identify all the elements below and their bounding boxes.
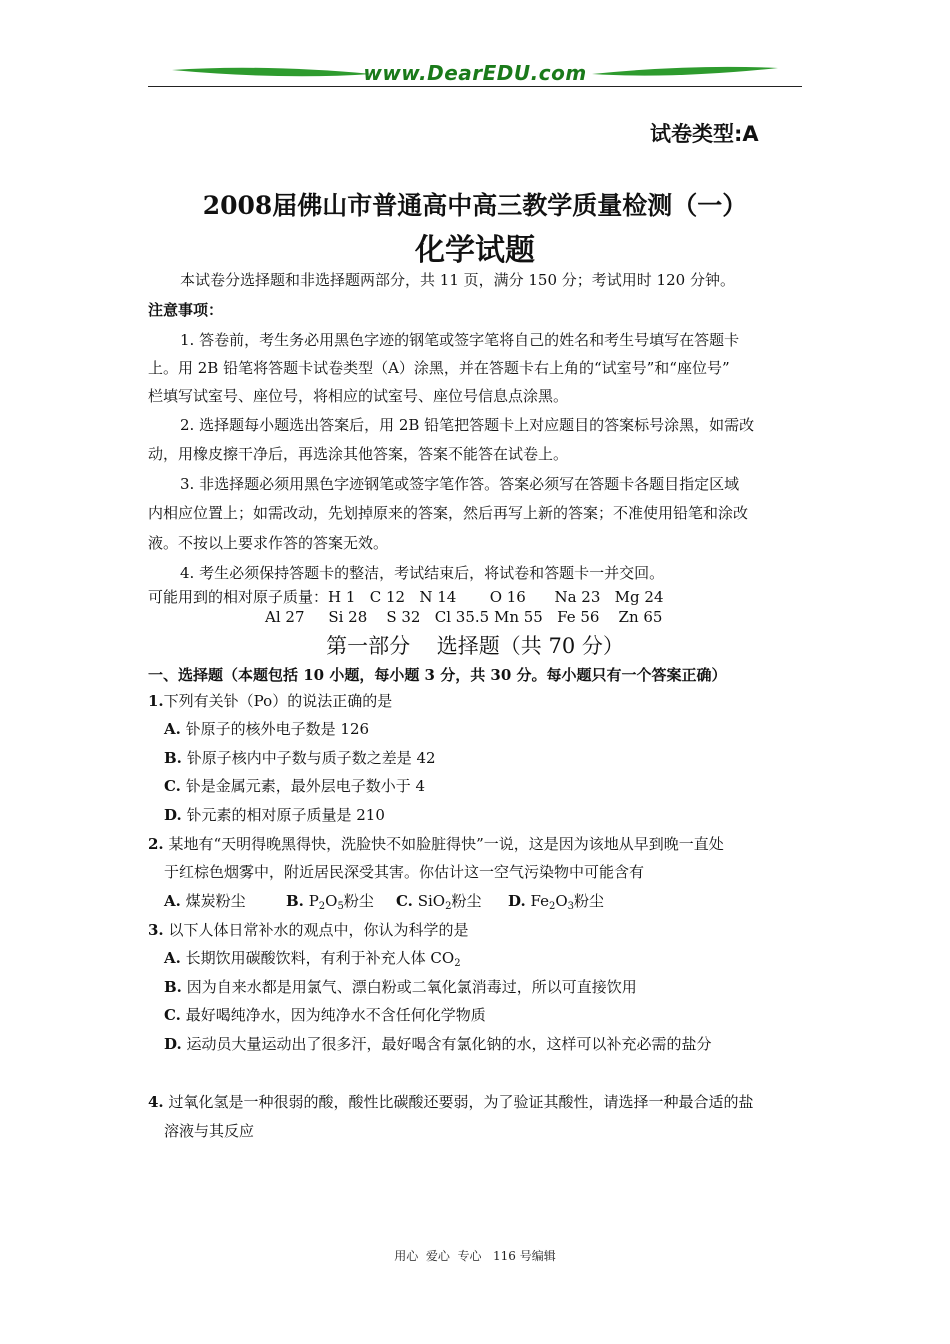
option-text: 钋是金属元素，最外层电子数小于 4 [185,777,426,795]
option-b [286,890,374,911]
notice-line: 动，用橡皮擦干净后，再选涂其他答案，答案不能答在试卷上。 [148,445,569,463]
atomic-masses-line2: Al 27 Si 28 S 32 Cl 35.5 Mn 55 Fe 56 Zn 65 [265,608,663,626]
notice-line: 栏填写试室号、座位号，将相应的试室号、座位号信息点涂黑。 [148,387,569,405]
option-c [164,1004,486,1025]
option-label: A. [164,949,181,967]
option-label: C. [164,777,181,795]
option-b [164,747,436,768]
option-label: A. [164,892,181,910]
notice-line: 内相应位置上；如需改动，先划掉原来的答案，然后再写上新的答案；不准使用铅笔和涂改 [148,504,749,522]
option-label: C. [164,1006,181,1024]
question-number: 2. [148,835,164,853]
option-label: A. [164,720,181,738]
option-text: 钋原子核内中子数与质子数之差是 42 [186,749,436,767]
option-text: 长期饮用碳酸饮料，有利于补充人体 $CO_2$ [185,949,461,969]
question-stem: 以下人体日常补水的观点中，你认为科学的是 [168,921,469,939]
notice-line: 上。用 2B 铅笔将答题卡试卷类型（A）涂黑，并在答题卡右上角的“试室号”和“座位号” [148,359,730,377]
option-label: B. [164,978,182,996]
question-stem-continued: 于红棕色烟雾中，附近居民深受其害。你估计这一空气污染物中可能含有 [164,863,645,881]
option-text: 钋原子的核外电子数是 126 [185,720,370,738]
option-text: 煤炭粉尘 [185,892,246,910]
page-footer: 用心 爱心 专心 116 号编辑 [394,1249,556,1263]
notice-line: 2. 选择题每小题选出答案后，用 2B 铅笔把答题卡上对应题目的答案标号涂黑，如需改 [180,416,755,434]
option-d [508,890,604,911]
site-logo-text: www.DearEDU.com [363,61,587,85]
notice-line: 4. 考生必须保持答题卡的整洁，考试结束后，将试卷和答题卡一并交回。 [180,564,665,582]
option-label: D. [164,1035,182,1053]
option-d [164,1033,712,1054]
question-stem: 过氧化氢是一种很弱的酸，酸性比碳酸还要弱，为了验证其酸性，请选择一种最合适的盐 [168,1093,754,1111]
part-title: 第一部分 选择题（共 70 分） [326,634,624,658]
option-text: 最好喝纯净水，因为纯净水不含任何化学物质 [185,1006,486,1024]
question-number: 1. [148,692,164,710]
notice-heading: 注意事项： [148,301,224,319]
paper-type: 试卷类型:A [650,122,759,146]
option-text: 钋元素的相对原子质量是 210 [186,806,385,824]
question-stem: 下列有关钋（Po）的说法正确的是 [163,692,393,710]
option-a [164,947,461,968]
option-formula: $P_2O_5$粉尘 [308,892,374,912]
section-heading: 一、选择题（本题包括 10 小题，每小题 3 分，共 30 分。每小题只有一个答案正确） [148,666,727,684]
question-4 [148,1091,753,1112]
notice-line: 1. 答卷前，考生务必用黑色字迹的钢笔或签字笔将自己的姓名和考生号填写在答题卡 [180,331,740,349]
option-label: D. [164,806,182,824]
exam-intro: 本试卷分选择题和非选择题两部分，共 11 页，满分 150 分；考试用时 120 分钟。 [180,271,735,289]
question-stem-continued: 溶液与其反应 [164,1122,255,1140]
option-c [396,890,481,911]
option-c [164,775,425,796]
option-label: B. [164,749,182,767]
page-subtitle: 化学试题 [415,233,535,268]
question-3 [148,919,468,940]
option-label: B. [286,892,304,910]
question-number: 3. [148,921,164,939]
option-formula: SiO$_2$粉尘 [417,892,482,912]
option-label: D. [508,892,526,910]
atomic-masses-line1: 可能用到的相对原子质量：H 1 C 12 N 14 O 16 Na 23 Mg 24 [148,588,664,606]
question-1 [148,690,392,711]
question-stem: 某地有“天明得晚黑得快，洗脸快不如脸脏得快”一说，这是因为该地从早到晚一直处 [168,835,724,853]
option-label: C. [396,892,413,910]
option-d [164,804,385,825]
option-text: 运动员大量运动出了很多汗，最好喝含有氯化钠的水，这样可以补充必需的盐分 [186,1035,712,1053]
notice-line: 液。不按以上要求作答的答案无效。 [148,534,389,552]
option-text: 因为自来水都是用氯气、漂白粉或二氧化氯消毒过，所以可直接饮用 [186,978,637,996]
header-rule [148,86,802,87]
question-number: 4. [148,1093,164,1111]
question-2 [148,833,724,854]
option-formula: $Fe_2O_3$粉尘 [530,892,605,912]
page-title: 2008届佛山市普通高中高三教学质量检测（一） [202,191,748,220]
option-a [164,718,369,739]
notice-line: 3. 非选择题必须用黑色字迹钢笔或签字笔作答。答案必须写在答题卡各题目指定区域 [180,475,740,493]
option-a [164,890,246,911]
option-b [164,976,637,997]
